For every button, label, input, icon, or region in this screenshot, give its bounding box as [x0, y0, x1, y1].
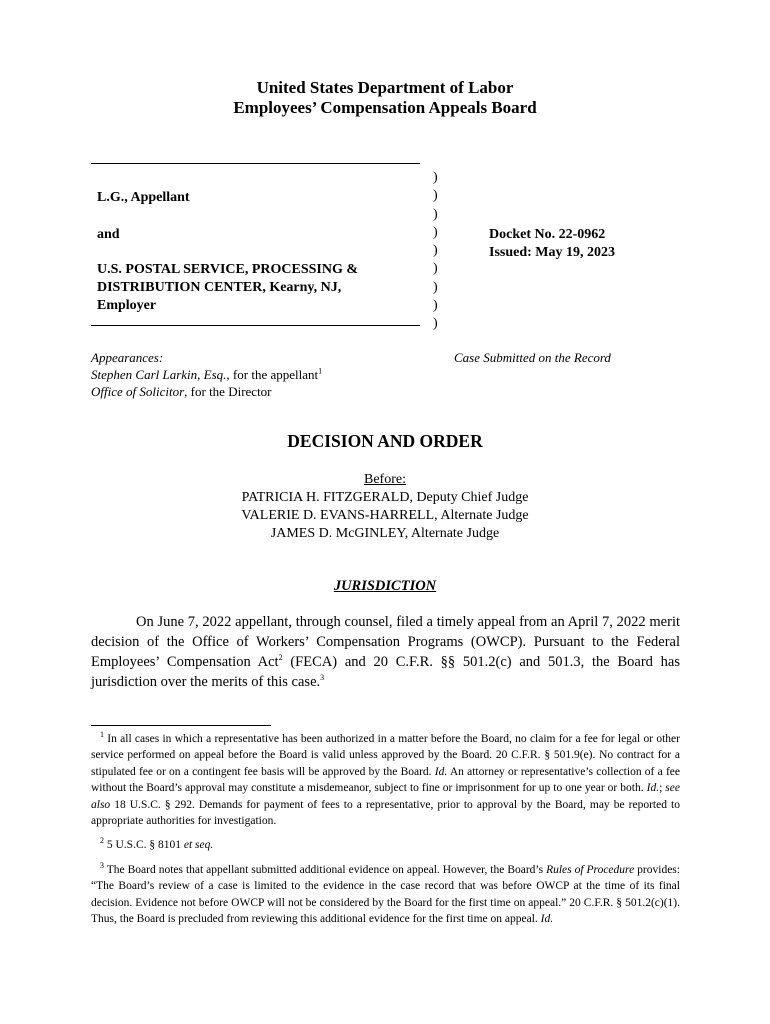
employer-line-1: U.S. POSTAL SERVICE, PROCESSING & — [97, 262, 359, 277]
caption-bottom-rule — [91, 325, 420, 326]
docket-number: Docket No. 22-0962 — [489, 227, 606, 242]
appearances-label: Appearances: — [91, 350, 164, 365]
jurisdiction-heading: JURISDICTION — [333, 578, 437, 594]
decision-title: DECISION AND ORDER — [287, 431, 483, 451]
footnote-2: $^2$ 5 U.S.C. § 8101 et seq. — [100, 836, 214, 851]
judge-2: VALERIE D. EVANS-HARRELL, Alternate Judge — [241, 508, 529, 523]
employer-line-2: DISTRIBUTION CENTER, Kearny, NJ, — [97, 280, 342, 295]
judge-3: JAMES D. McGINLEY, Alternate Judge — [270, 526, 500, 541]
agency-title: United States Department of Labor — [256, 78, 514, 97]
footnote-separator — [91, 725, 271, 726]
before-label: Before: — [364, 472, 406, 487]
judge-1: PATRICIA H. FITZGERALD, Deputy Chief Judge — [241, 490, 529, 505]
caption-and: and — [97, 227, 120, 242]
jurisdiction-paragraph: On June 7, 2022 appellant, through counsel, filed a timely appeal from an April 7, 2022 merit decision of the Office of Workers’ Compensation Programs (OWCP). Pursuant to the Federal Employees’ Compensation Act$^2$ (FECA) and 20 C.F.R. §§ 501.2(c) and 501.3, the Board has jurisdiction over the merits of this case.$^3$ — [91, 614, 680, 690]
appellant-counsel: Stephen Carl Larkin, Esq., for the appellant$^1$ — [91, 366, 323, 382]
employer-line-3: Employer — [97, 298, 157, 313]
footnote-1: $^1$ In all cases in which a representative has been authorized in a matter before the Board, no claim for a fee for legal or other service performed on appeal before the Board is valid unless approved by the Board. 20 C.F.R. § 501.9(e). No contract for a stipulated fee or on a contingent fee basis will be approved by the Board. Id. An attorney or representative’s collection of a fee without the Board’s approval may constitute a misdemeanor, subject to fine or imprisonment for up to one year or both. Id.; see also 18 U.S.C. § 292. Demands for payment of fees to a representative, prior to approval by the Board, may be reported to appropriate authorities for investigation. — [91, 730, 680, 828]
submission-note: Case Submitted on the Record — [454, 350, 611, 365]
board-title: Employees’ Compensation Appeals Board — [233, 98, 537, 117]
director-counsel: Office of Solicitor, for the Director — [91, 384, 272, 399]
appellant-name: L.G., Appellant — [97, 190, 190, 205]
caption-parentheses: ) ) ) ) ) ) ) ) ) — [433, 170, 438, 332]
footnote-3: $^3$ The Board notes that appellant submitted additional evidence on appeal. However, the Board’s Rules of Procedure provides: “The Board’s review of a case is limited to the evidence in the case record that was before OWCP at the time of its final decision. Evidence not before OWCP will not be considered by the Board for the first time on appeal.” 20 C.F.R. § 501.2(c)(1). Thus, the Board is precluded from reviewing this additional evidence for the first time on appeal. Id. — [91, 861, 680, 926]
caption-top-rule — [91, 163, 420, 164]
issued-date: Issued: May 19, 2023 — [489, 245, 616, 260]
